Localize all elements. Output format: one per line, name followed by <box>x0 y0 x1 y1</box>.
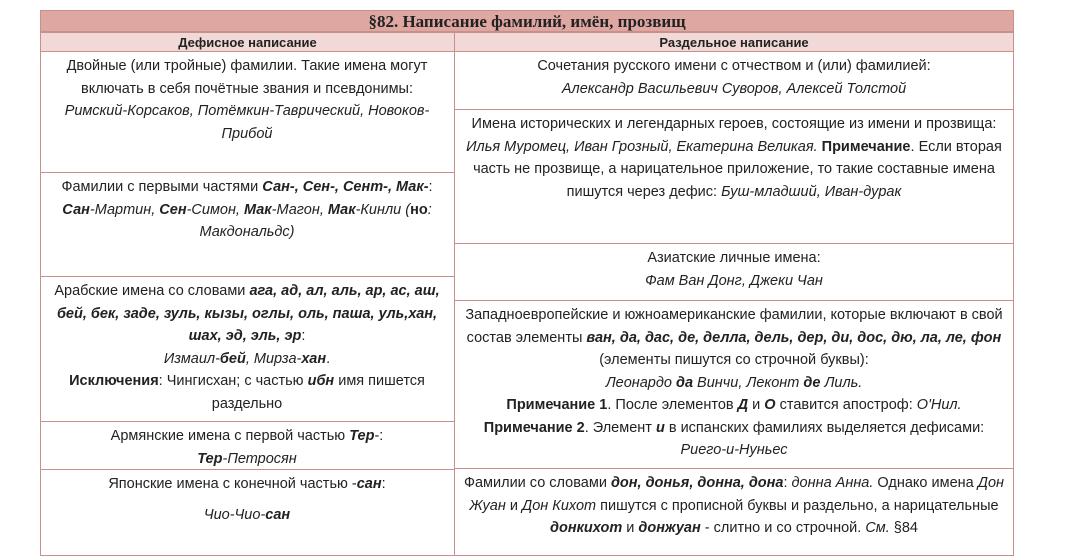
right-cell-russian-names <box>454 52 1014 110</box>
left-cell-arabic <box>40 277 454 422</box>
western-note-2: Примечание 2. Элемент и в испанских фамилиях выделяется дефисами: Риего-и-Нуньес <box>483 419 985 458</box>
left-cell-japanese <box>40 470 454 556</box>
russian-names-text: Сочетания русского имени с отчеством и (или) фамилией: <box>537 58 931 74</box>
right-cell-don <box>454 469 1014 556</box>
russian-names-examples: Александр Васильевич Суворов, Алексей Толстой <box>561 80 907 97</box>
arabic-exceptions: Исключения: Чингисхан; с частью ибн имя пишется раздельно <box>69 373 425 412</box>
prefixes-text: Фамилии с первыми частями Сан-, Сен-, Сент-, Мак-: <box>61 179 433 195</box>
header-separate: Раздельное написание <box>454 32 1014 52</box>
asian-text: Азиатские личные имена: <box>647 250 821 266</box>
arabic-examples: Измаил-бей, Мирза-хан. <box>163 350 331 367</box>
don-text: Фамилии со словами дон, донья, донна, дона: донна Анна. Однако имена Дон Жуан и Дон Кихот пишутся с прописной буквы и раздельно, а нарицательные донкихот и донжуан - слитно и со строчной. См. §84 <box>463 475 1005 536</box>
heroes-text: Имена исторических и легендарных героев, состоящие из имени и прозвища: <box>471 116 997 132</box>
western-examples: Леонардо да Винчи, Леконт де Лиль. <box>605 374 863 391</box>
prefixes-examples: Сан-Мартин, Сен-Симон, Мак-Магон, Мак-Кинли (но: Макдональдс) <box>62 201 432 240</box>
right-cell-heroes <box>454 110 1014 244</box>
heroes-examples-note: Илья Муромец, Иван Грозный, Екатерина Великая. Примечание. Если вторая часть не прозвище, а нарицательное приложение, то такие составные имена пишутся через дефис: Буш-младший, Иван-дурак <box>466 138 1002 200</box>
japanese-text: Японские имена с конечной частью -сан: <box>108 476 386 492</box>
right-cell-western <box>454 301 1014 469</box>
table-title: §82. Написание фамилий, имён, прозвищ <box>40 10 1014 32</box>
japanese-example: Чио-Чио-сан <box>203 506 291 523</box>
spelling-table <box>40 10 1014 556</box>
double-surnames-text: Двойные (или тройные) фамилии. Такие имена могут включать в себя почётные звания и псевдонимы: <box>66 58 428 97</box>
armenian-text: Армянские имена с первой частью Тер-: <box>110 428 384 444</box>
western-note-1: Примечание 1. После элементов Д и О ставится апостроф: О'Нил. <box>506 397 962 413</box>
left-cell-double-surnames <box>40 52 454 173</box>
right-cell-asian <box>454 244 1014 301</box>
header-hyphenated: Дефисное написание <box>40 32 455 52</box>
arabic-text: Арабские имена со словами ага, ад, ал, аль, ар, ас, аш, бей, бек, заде, зуль, кызы, оглы, оль, паша, уль,хан, шах, эд, эль, эр: <box>54 283 440 344</box>
double-surnames-examples: Римский-Корсаков, Потёмкин-Таврический, Новоков-Прибой <box>64 103 430 142</box>
armenian-example: Тер-Петросян <box>197 450 297 467</box>
western-text: Западноевропейские и южноамериканские фамилии, которые включают в свой состав элементы ван, да, дас, де, делла, дель, дер, ди, дос, дю, ла, ле, фон (элементы пишутся со строчной буквы): <box>465 307 1003 368</box>
asian-examples: Фам Ван Донг, Джеки Чан <box>645 272 823 289</box>
left-cell-prefixes <box>40 173 454 277</box>
left-cell-armenian <box>40 422 454 470</box>
